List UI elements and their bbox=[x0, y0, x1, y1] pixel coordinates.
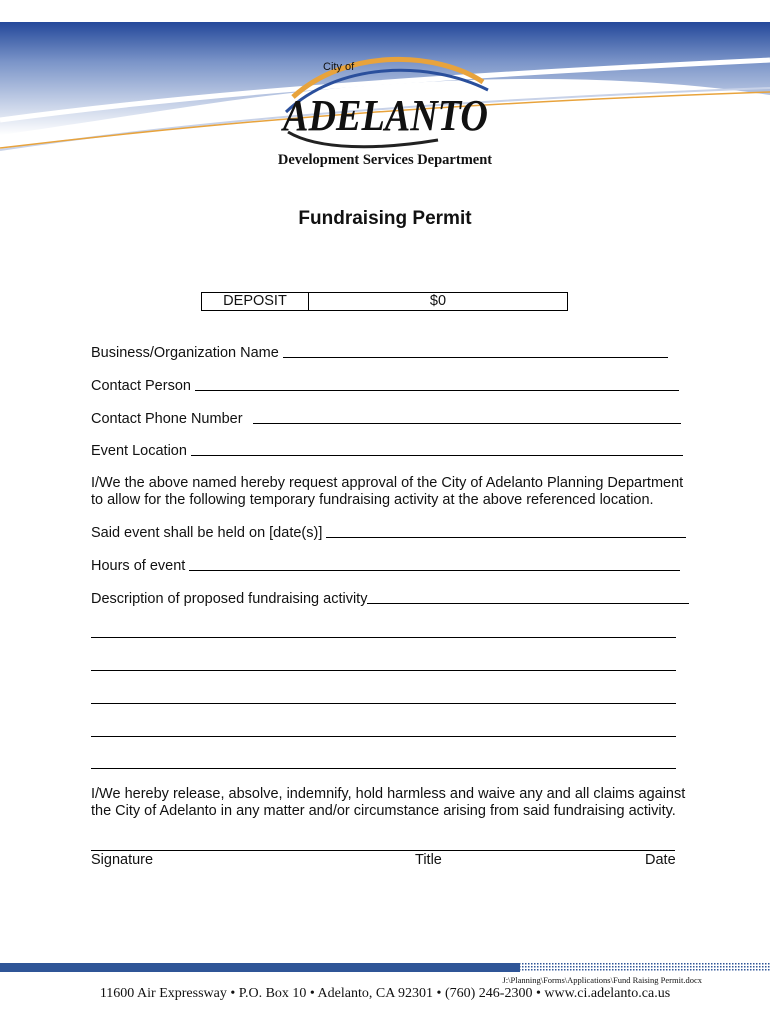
event-dates-field[interactable] bbox=[326, 536, 686, 538]
business-name-label: Business/Organization Name bbox=[91, 345, 279, 361]
title-label: Title bbox=[415, 852, 442, 868]
description-line[interactable] bbox=[91, 768, 676, 769]
release-paragraph: I/We hereby release, absolve, indemnify, hold harmless and waive any and all claims against the City of Adelanto in any matter and/or circumstance arising from said fundraising activity. bbox=[91, 786, 686, 819]
logo-text: ADELANTO bbox=[280, 91, 488, 140]
event-dates-row bbox=[91, 525, 686, 541]
business-name-field[interactable] bbox=[283, 356, 668, 358]
deposit-value: $0 bbox=[429, 293, 447, 309]
department-name: Development Services Department bbox=[277, 152, 493, 168]
description-field[interactable] bbox=[367, 602, 689, 604]
file-path: J:\Planning\Forms\Applications\Fund Raising Permit.docx bbox=[502, 975, 702, 985]
event-location-field[interactable] bbox=[191, 454, 683, 456]
description-line[interactable] bbox=[91, 703, 676, 704]
description-line[interactable] bbox=[91, 670, 676, 671]
hours-field[interactable] bbox=[189, 569, 680, 571]
footer-address: 11600 Air Expressway • P.O. Box 10 • Adelanto, CA 92301 • (760) 246-2300 • www.ci.adelanto.ca.us bbox=[99, 986, 671, 1001]
contact-phone-row bbox=[91, 411, 681, 427]
contact-phone-field[interactable] bbox=[253, 422, 681, 424]
description-line[interactable] bbox=[91, 637, 676, 638]
deposit-box bbox=[201, 292, 568, 311]
hours-label: Hours of event bbox=[91, 558, 186, 574]
description-line[interactable] bbox=[91, 736, 676, 737]
logo-small-text: City of bbox=[323, 61, 355, 73]
event-location-row bbox=[91, 443, 683, 459]
business-name-row bbox=[91, 345, 668, 361]
description-row bbox=[91, 591, 689, 607]
contact-person-field[interactable] bbox=[195, 389, 679, 391]
date-label: Date bbox=[645, 852, 676, 868]
signature-label: Signature bbox=[91, 852, 154, 868]
footer-bar bbox=[0, 963, 770, 972]
contact-phone-label: Contact Phone Number bbox=[91, 411, 243, 427]
page-title: Fundraising Permit bbox=[298, 208, 472, 229]
description-label: Description of proposed fundraising activity bbox=[91, 591, 368, 607]
hours-row bbox=[91, 558, 680, 574]
event-dates-label: Said event shall be held on [date(s)] bbox=[91, 525, 323, 541]
contact-person-row bbox=[91, 378, 679, 394]
adelanto-logo bbox=[278, 52, 493, 150]
deposit-label: DEPOSIT bbox=[202, 293, 309, 310]
contact-person-label: Contact Person bbox=[91, 378, 191, 394]
signature-line[interactable] bbox=[91, 850, 675, 851]
request-paragraph: I/We the above named hereby request approval of the City of Adelanto Planning Department to allow for the following temporary fundraising activity at the above referenced location. bbox=[91, 475, 684, 508]
event-location-label: Event Location bbox=[91, 443, 187, 459]
